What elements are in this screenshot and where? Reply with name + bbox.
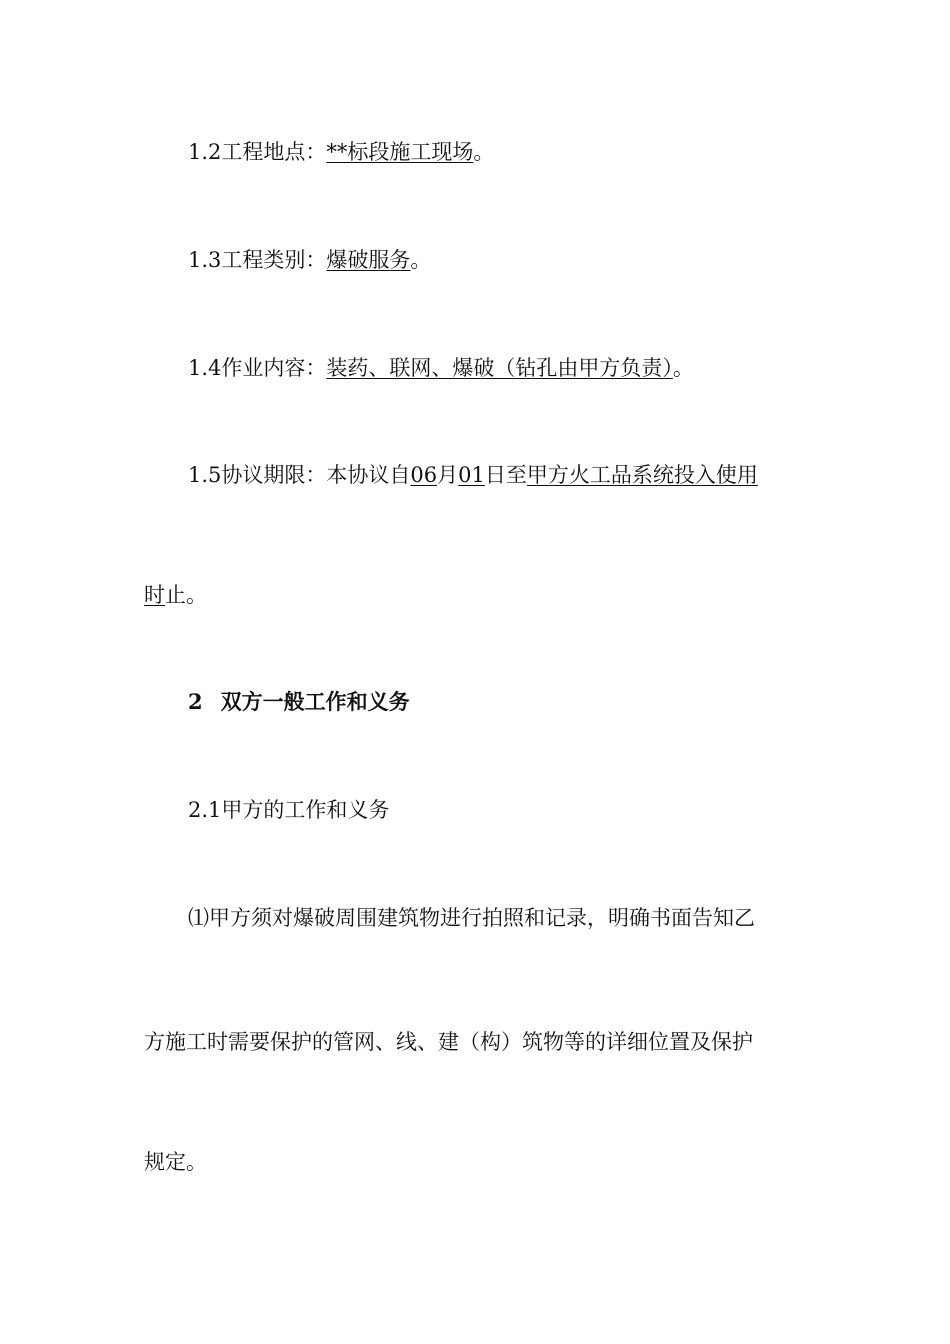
clause-end: 止。 [165,583,207,607]
clause-number: 1.3 [188,248,222,272]
clause-1-2 [188,139,494,165]
clause-end: 。 [473,140,495,164]
clause-label: 协议期限：本协议自 [221,463,411,487]
clause-number: 1.4 [188,356,222,380]
end-condition: 甲方火工品系统投入使用 [526,463,758,487]
paragraph-text: ⑴甲方须对爆破周围建筑物进行拍照和记录，明确书面告知乙 [188,906,755,930]
clause-label: 工程类别： [221,248,327,272]
clause-value: 装药、联网、爆破（钻孔由甲方负责） [326,356,673,380]
month-unit: 月 [437,463,459,487]
clause-number: 1.5 [188,463,222,487]
clause-1-5 [188,462,758,488]
start-day: 01 [458,463,485,487]
clause-label: 作业内容： [221,356,327,380]
clause-1-4 [188,355,694,381]
paragraph-text: 规定。 [144,1150,207,1174]
clause-end: 。 [672,356,694,380]
paragraph-line-1 [188,905,755,931]
section-number: 2 [188,689,203,714]
day-unit: 日至 [484,463,527,487]
subsection-2-1 [188,797,389,823]
paragraph-line-3 [144,1149,207,1175]
paragraph-line-2 [144,1029,753,1055]
clause-label: 工程地点： [221,140,327,164]
clause-value: 爆破服务 [326,248,411,272]
clause-1-5-continuation [144,582,207,608]
paragraph-text: 方施工时需要保护的管网、线、建（构）筑物等的详细位置及保护 [144,1030,753,1054]
clause-end: 。 [410,248,432,272]
clause-1-3 [188,247,431,273]
start-month: 06 [410,463,438,487]
clause-number: 1.2 [188,140,222,164]
subsection-title: 2.1甲方的工作和义务 [188,798,390,822]
clause-value: **标段施工现场 [326,140,474,164]
section-title: 双方一般工作和义务 [220,689,410,714]
end-condition-tail: 时 [144,583,165,607]
section-2-heading [188,689,410,715]
